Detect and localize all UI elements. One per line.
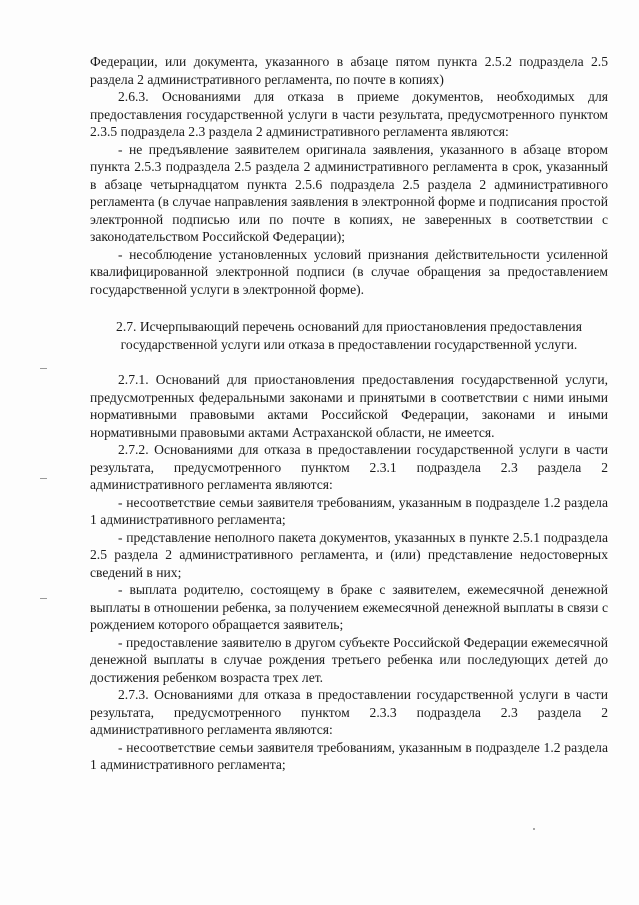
paragraph: 2.7.3. Основаниями для отказа в предоставлении государственной услуги в части результата, предусмотренного пунктом 2.3.3 подраздела 2.3 раздела 2 административного регламента являются: — [90, 687, 608, 737]
list-item: - несоответствие семьи заявителя требованиям, указанным в подразделе 1.2 раздела 1 административного регламента; — [90, 739, 608, 772]
margin-scan-mark — [40, 598, 47, 599]
paragraph: 2.7.2. Основаниями для отказа в предоставлении государственной услуги в части результата, предусмотренного пунктом 2.3.1 подраздела 2.3 раздела 2 административного регламента являются: — [90, 442, 608, 492]
margin-scan-mark — [40, 478, 47, 479]
list-item: - представление неполного пакета документов, указанных в пункте 2.5.1 подраздела 2.5 раздела 2 административного регламента, и (или) представление недостоверных сведений в них; — [90, 529, 608, 580]
document-body — [90, 53, 608, 774]
list-item: - несоблюдение установленных условий признания действительности усиленной квалифицированной электронной подписи (в случае обращения за предоставлением государственной услуги в электронной форме). — [90, 246, 608, 297]
paragraph: 2.6.3. Основаниями для отказа в приеме документов, необходимых для предоставления государственной услуги в части результата, предусмотренного пунктом 2.3.5 подраздела 2.3 раздела 2 административного регламента являются: — [90, 89, 608, 139]
scan-speck — [533, 828, 535, 830]
list-item: - предоставление заявителю в другом субъекте Российской Федерации ежемесячной денежной выплаты в случае рождения третьего ребенка или последующих детей до достижения ребенком возраста трех лет. — [90, 634, 608, 685]
section-heading: 2.7. Исчерпывающий перечень оснований для приостановления предоставления государственной услуги или отказа в предоставлении государственной услуги. — [116, 319, 582, 352]
paragraph: 2.7.1. Оснований для приостановления предоставления государственной услуги, предусмотренных федеральными законами и принятыми в соответствии с ними иными нормативными правовыми актами Российской Федерации, законами и иными нормативными правовыми актами Астраханской области, не имеется. — [90, 372, 608, 440]
margin-scan-mark — [40, 368, 47, 369]
list-item: - несоответствие семьи заявителя требованиям, указанным в подразделе 1.2 раздела 1 административного регламента; — [90, 494, 608, 527]
paragraph: Федерации, или документа, указанного в абзаце пятом пункта 2.5.2 подраздела 2.5 раздела 2 административного регламента, по почте в копиях) — [90, 54, 608, 87]
list-item: - не предъявление заявителем оригинала заявления, указанного в абзаце втором пункта 2.5.3 подраздела 2.5 раздела 2 административного регламента в срок, указанный в абзаце четырнадцатом пункта 2.5.6 подраздела 2.5 раздела 2 административного регламента (в случае направления заявления в электронной форме и подписания простой электронной подписью или по почте в копиях, не заверенных в соответствии с законодательством Российской Федерации); — [90, 141, 608, 244]
list-item: - выплата родителю, состоящему в браке с заявителем, ежемесячной денежной выплаты в отношении ребенка, за получением ежемесячной денежной выплаты в связи с рождением которого обращается заявитель; — [90, 582, 608, 632]
